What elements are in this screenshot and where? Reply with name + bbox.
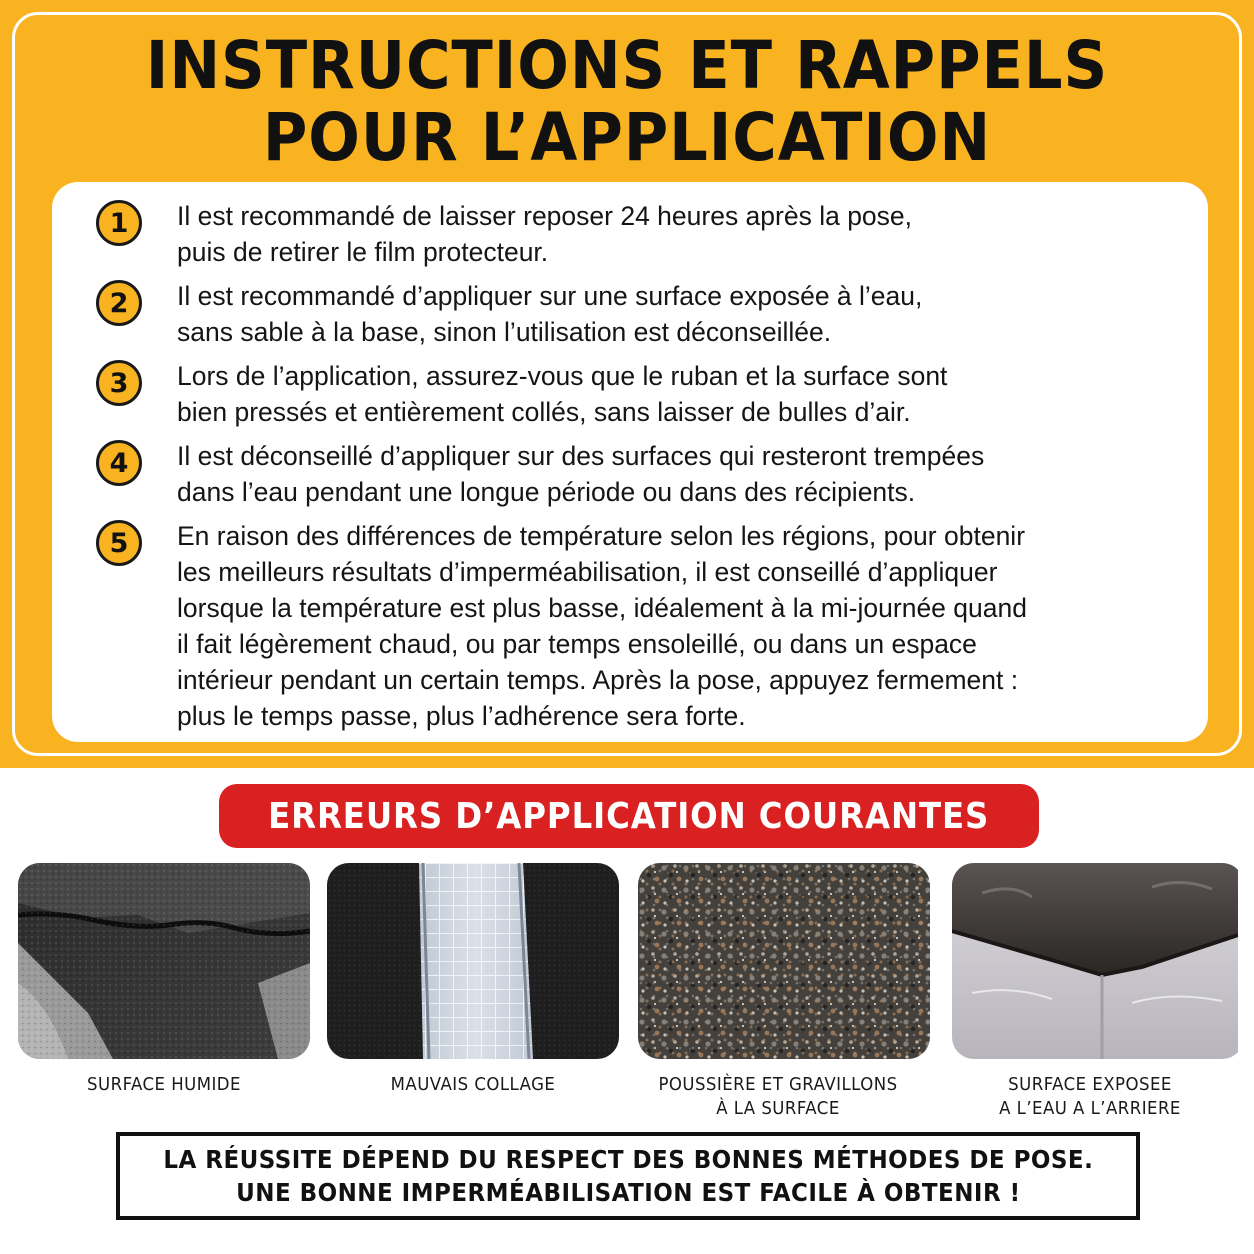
caption-water-exposed: [943, 1073, 1237, 1121]
caption-line: À LA SURFACE: [716, 1098, 840, 1119]
instruction-text: [177, 358, 1187, 430]
caption-line: SURFACE HUMIDE: [87, 1074, 241, 1095]
instructions-card: [52, 182, 1208, 742]
common-errors-banner: [219, 784, 1039, 848]
instruction-line: lorsque la température est plus basse, idéalement à la mi-journée quand: [177, 593, 1027, 623]
caption-dust-gravel: [631, 1073, 925, 1121]
instruction-text: [177, 438, 1187, 510]
instruction-line: intérieur pendant un certain temps. Après la pose, appuyez fermement :: [177, 665, 1019, 695]
step-number-badge: 1: [96, 200, 142, 246]
instruction-text: [177, 518, 1187, 734]
step-number-badge: 4: [96, 440, 142, 486]
instruction-line: il fait légèrement chaud, ou par temps ensoleillé, ou dans un espace: [177, 629, 977, 659]
instruction-line: sans sable à la base, sinon l’utilisation est déconseillée.: [177, 317, 832, 347]
instruction-text: [177, 278, 1187, 350]
instruction-line: bien pressés et entièrement collés, sans laisser de bulles d’air.: [177, 397, 911, 427]
wet-surface-image: [18, 863, 310, 1059]
title-line-1: INSTRUCTIONS ET RAPPELS: [145, 27, 1109, 104]
dust-gravel-photo: [638, 863, 930, 1059]
step-number-badge: 5: [96, 520, 142, 566]
instruction-line: puis de retirer le film protecteur.: [177, 237, 549, 267]
caption-line: MAUVAIS COLLAGE: [390, 1074, 556, 1095]
dust-gravel-image: [638, 863, 930, 1059]
caption-bad-bonding: [326, 1073, 620, 1097]
instruction-line: dans l’eau pendant une longue période ou dans des récipients.: [177, 477, 916, 507]
success-message-line-1: LA RÉUSSITE DÉPEND DU RESPECT DES BONNES MÉTHODES DE POSE.: [163, 1145, 1093, 1174]
success-message-box: [116, 1132, 1140, 1220]
caption-line: SURFACE EXPOSEE: [1008, 1074, 1172, 1095]
water-exposed-photo: [952, 863, 1244, 1059]
common-errors-title: ERREURS D’APPLICATION COURANTES: [268, 795, 990, 837]
instruction-line: les meilleurs résultats d’imperméabilisation, il est conseillé d’appliquer: [177, 557, 998, 587]
instruction-line: plus le temps passe, plus l’adhérence sera forte.: [177, 701, 746, 731]
caption-wet-surface: [17, 1073, 311, 1097]
wet-surface-photo: [18, 863, 310, 1059]
instruction-line: Il est déconseillé d’appliquer sur des surfaces qui resteront trempées: [177, 441, 985, 471]
bad-bonding-photo: [327, 863, 619, 1059]
water-exposed-image: [952, 863, 1238, 1059]
page-title: [50, 27, 1204, 176]
success-message-line-2: UNE BONNE IMPERMÉABILISATION EST FACILE À OBTENIR !: [235, 1178, 1021, 1207]
bad-bonding-image: [327, 863, 619, 1059]
caption-line: POUSSIÈRE ET GRAVILLONS: [658, 1074, 898, 1095]
instruction-line: Il est recommandé d’appliquer sur une surface exposée à l’eau,: [177, 281, 923, 311]
instruction-text: [177, 198, 1187, 270]
title-line-2: POUR L’APPLICATION: [262, 99, 992, 176]
caption-line: A L’EAU A L’ARRIERE: [999, 1098, 1181, 1119]
step-number-badge: 2: [96, 280, 142, 326]
instruction-line: En raison des différences de température selon les régions, pour obtenir: [177, 521, 1026, 551]
instruction-line: Il est recommandé de laisser reposer 24 heures après la pose,: [177, 201, 913, 231]
instruction-line: Lors de l’application, assurez-vous que le ruban et la surface sont: [177, 361, 948, 391]
step-number-badge: 3: [96, 360, 142, 406]
